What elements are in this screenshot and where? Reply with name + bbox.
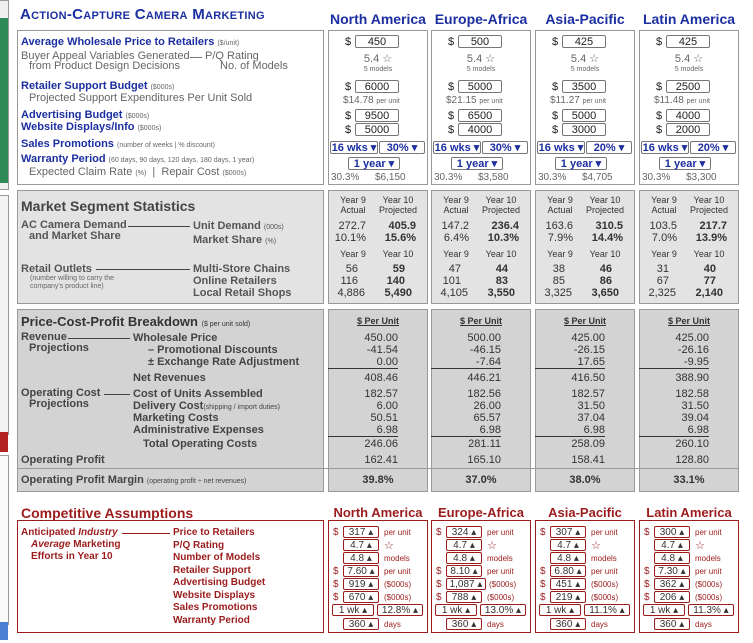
warranty-select-la[interactable]: 1 year ▾ xyxy=(659,157,711,170)
promo-weeks-select-ea[interactable]: 16 wks ▾ xyxy=(434,142,480,154)
lrs9-ap: 3,325 xyxy=(544,287,572,299)
label-revenue: Revenue Projections xyxy=(21,331,89,354)
comp-web-ap[interactable]: 219 ▴ xyxy=(550,591,586,603)
dollar-sign: $ xyxy=(540,527,546,538)
claim-la: 30.3% xyxy=(642,172,671,183)
dollar-sign: $ xyxy=(656,36,663,48)
dc-ea: 26.00 xyxy=(473,400,501,412)
ud9-la: 103.5 xyxy=(649,220,677,232)
dollar-sign: $ xyxy=(333,566,339,577)
cua-la: 182.58 xyxy=(675,388,709,400)
label-op-profit: Operating Profit xyxy=(21,454,105,466)
mss-hdr2-la: Year 9 Year 10 xyxy=(651,249,725,259)
retailer-support-input-la[interactable]: 2500 xyxy=(666,80,710,93)
claim-ap: 30.3% xyxy=(538,172,567,183)
comp-sp-wk-ea[interactable]: 1 wk ▴ xyxy=(435,604,477,616)
toc-ap: 258.09 xyxy=(571,438,605,450)
ud9-ap: 163.6 xyxy=(545,220,573,232)
comp-rs-na[interactable]: 7.60 ▴ xyxy=(343,565,379,577)
label-outlets: Multi-Store Chains Online Retailers Local Retail Shops xyxy=(193,263,292,299)
wp-ap: 425.00 xyxy=(571,332,605,344)
pcp-hdr-ap: $ Per Unit xyxy=(563,316,606,326)
comp-sp-pct-ap[interactable]: 11.1% ▴ xyxy=(584,604,630,616)
connector-line xyxy=(96,269,190,270)
ud10-ea: 236.4 xyxy=(491,220,519,232)
pd-ap: -26.15 xyxy=(573,344,605,356)
toc-ea: 281.11 xyxy=(468,438,501,450)
connector-line xyxy=(128,226,190,227)
unit-label: ($000s) xyxy=(591,593,619,602)
repair-ap: $4,705 xyxy=(582,172,613,183)
label-buyer-appeal: Buyer Appeal Variables Generated from Product Design Decisions xyxy=(21,50,190,72)
dollar-sign: $ xyxy=(333,527,339,538)
label-cost-assembled: Cost of Units Assembled xyxy=(133,388,263,400)
dollar-sign: $ xyxy=(644,566,650,577)
pq-ap: 5.4 ☆ xyxy=(570,53,600,65)
unit-label: models xyxy=(384,554,410,563)
ae-na: 6.98 xyxy=(328,424,398,437)
repair-na: $6,150 xyxy=(375,172,406,183)
perunit-na: $14.78 per unit xyxy=(343,95,400,106)
mc-ea: 65.57 xyxy=(473,412,501,424)
comp-pq-ea[interactable]: 4.7 ▴ xyxy=(446,539,482,551)
ud9-ea: 147.2 xyxy=(441,220,469,232)
dollar-sign: $ xyxy=(448,124,455,136)
comp-price-ea[interactable]: 324 ▴ xyxy=(446,526,482,538)
er-ea: -7.64 xyxy=(431,356,501,369)
mss-hdr-la: Year 9 Actual Year 10 Projected xyxy=(651,195,729,215)
dollar-sign: $ xyxy=(436,566,442,577)
dc-la: 31.50 xyxy=(681,400,709,412)
unit-label: models xyxy=(487,554,513,563)
msc9-ea: 47 xyxy=(448,263,461,275)
connector-line xyxy=(122,533,170,534)
unit-label: ($000s) xyxy=(591,580,619,589)
pcp-hdr-na: $ Per Unit xyxy=(356,316,399,326)
dollar-sign: $ xyxy=(644,592,650,603)
lrs9-ea: 4,105 xyxy=(440,287,468,299)
comp-adv-ap[interactable]: 451 ▴ xyxy=(550,578,586,590)
comp-models-la[interactable]: 4.8 ▴ xyxy=(654,552,690,564)
website-input-na[interactable]: 5000 xyxy=(355,123,399,136)
dollar-sign: $ xyxy=(540,579,546,590)
connector-line xyxy=(68,338,130,339)
dollar-sign: $ xyxy=(448,36,455,48)
toc-na: 246.06 xyxy=(364,438,398,450)
website-input-la[interactable]: 2000 xyxy=(666,123,710,136)
ae-ea: 6.98 xyxy=(431,424,501,437)
comp-adv-na[interactable]: 919 ▴ xyxy=(343,578,379,590)
comp-web-na[interactable]: 670 ▴ xyxy=(343,591,379,603)
price-input-la[interactable]: 425 xyxy=(666,35,710,48)
label-ac-demand: AC Camera Demand and Market Share xyxy=(21,219,127,242)
comp-sp-pct-na[interactable]: 12.8% ▴ xyxy=(377,604,423,616)
mss-title: Market Segment Statistics xyxy=(21,198,196,214)
label-exch-rate: ± Exchange Rate Adjustment xyxy=(148,356,300,368)
orl9-ea: 101 xyxy=(442,275,461,287)
retailer-support-input-na[interactable]: 6000 xyxy=(355,80,399,93)
opm-ea: 37.0% xyxy=(465,474,497,486)
website-input-ea[interactable]: 4000 xyxy=(458,123,502,136)
comp-models-ap[interactable]: 4.8 ▴ xyxy=(550,552,586,564)
label-retail-outlets: Retail Outlets xyxy=(21,263,92,275)
dollar-sign: $ xyxy=(644,579,650,590)
label-unit-demand: Unit Demand (000s) Market Share (%) xyxy=(193,220,284,246)
comp-sp-wk-ap[interactable]: 1 wk ▴ xyxy=(539,604,581,616)
ms9-ap: 7.9% xyxy=(547,232,573,244)
mss-hdr2-ea: Year 9 Year 10 xyxy=(443,249,517,259)
unit-label: models xyxy=(591,554,617,563)
comp-war-ea[interactable]: 360 ▴ xyxy=(446,618,482,630)
cua-ea: 182.56 xyxy=(467,388,501,400)
dollar-sign: $ xyxy=(345,36,352,48)
dollar-sign: $ xyxy=(333,579,339,590)
unit-label: days xyxy=(591,620,608,629)
comp-title: Competitive Assumptions xyxy=(21,505,194,521)
label-sales-promotions: Sales Promotions (number of weeks | % discount) xyxy=(21,138,215,150)
dc-na: 6.00 xyxy=(376,400,398,412)
claim-na: 30.3% xyxy=(331,172,360,183)
ms10-la: 13.9% xyxy=(695,232,727,244)
promo-weeks-select-la[interactable]: 16 wks ▾ xyxy=(642,142,688,154)
orl9-la: 67 xyxy=(656,275,669,287)
pq-ea: 5.4 ☆ xyxy=(466,53,496,65)
region-header-ap: Asia-Pacific xyxy=(545,11,625,27)
comp-war-na[interactable]: 360 ▴ xyxy=(343,618,379,630)
nr-ap: 416.50 xyxy=(571,372,605,384)
comp-models-na[interactable]: 4.8 ▴ xyxy=(343,552,379,564)
unit-label: per unit xyxy=(591,567,618,576)
comp-region-ea: Europe-Africa xyxy=(438,505,524,520)
unit-label: ($000s) xyxy=(695,580,723,589)
comp-rs-ap[interactable]: 6.80 ▴ xyxy=(550,565,586,577)
retail-outlets-note: (number willing to carry the company's product line) xyxy=(30,275,115,290)
toc-la: 260.10 xyxy=(675,438,709,450)
promo-discount-select-ap[interactable]: 20% ▾ xyxy=(586,141,632,154)
pcp-hdr-ea: $ Per Unit xyxy=(459,316,502,326)
website-input-ap[interactable]: 3000 xyxy=(562,123,606,136)
left-edge-panel-2 xyxy=(0,195,9,435)
orl10-ea: 83 xyxy=(495,275,508,287)
dollar-sign: $ xyxy=(552,36,559,48)
label-net-rev: Net Revenues xyxy=(133,372,206,384)
app-title: Action-Capture Camera Marketing xyxy=(20,6,265,23)
er-na: 0.00 xyxy=(328,356,398,369)
nr-la: 388.90 xyxy=(675,372,709,384)
comp-pq-na[interactable]: 4.7 ▴ xyxy=(343,539,379,551)
comp-sp-pct-la[interactable]: 11.3% ▴ xyxy=(688,604,734,616)
unit-label: ($000s) xyxy=(487,593,515,602)
dollar-sign: $ xyxy=(448,81,455,93)
perunit-ap: $11.27 per unit xyxy=(550,95,606,106)
er-ap: 17.65 xyxy=(535,356,605,369)
unit-label: days xyxy=(384,620,401,629)
label-website: Website Displays/Info ($000s) xyxy=(21,121,162,133)
ae-la: 6.98 xyxy=(639,424,709,437)
label-retailer-support: Retailer Support Budget ($000s) xyxy=(21,80,175,92)
ms9-ea: 6.4% xyxy=(443,232,469,244)
pd-ea: -46.15 xyxy=(469,344,501,356)
pcp-title: Price-Cost-Profit Breakdown ($ per unit sold) xyxy=(21,314,251,329)
comp-region-la: Latin America xyxy=(646,505,732,520)
models-la: 5 models xyxy=(674,66,704,73)
dollar-sign: $ xyxy=(345,124,352,136)
unit-label: days xyxy=(487,620,504,629)
comp-web-la[interactable]: 206 ▴ xyxy=(654,591,690,603)
price-input-ea[interactable]: 500 xyxy=(458,35,502,48)
star-icon: ☆ xyxy=(487,540,497,552)
dollar-sign: $ xyxy=(333,592,339,603)
region-header-na: North America xyxy=(330,11,426,27)
pq-la: 5.4 ☆ xyxy=(674,53,704,65)
warranty-select-ea[interactable]: 1 year ▾ xyxy=(451,157,503,170)
dollar-sign: $ xyxy=(656,124,663,136)
mss-hdr-ea: Year 9 Actual Year 10 Projected xyxy=(443,195,521,215)
wp-ea: 500.00 xyxy=(467,332,501,344)
promo-discount-select-la[interactable]: 20% ▾ xyxy=(690,141,736,154)
ud9-na: 272.7 xyxy=(338,220,366,232)
connector-line xyxy=(190,57,202,58)
nr-ea: 446.21 xyxy=(467,372,501,384)
advertising-input-ea[interactable]: 6500 xyxy=(458,109,502,122)
mc-la: 39.04 xyxy=(681,412,709,424)
advertising-input-na[interactable]: 9500 xyxy=(355,109,399,122)
ms10-ap: 14.4% xyxy=(591,232,623,244)
ud10-na: 405.9 xyxy=(388,220,416,232)
orl9-ap: 85 xyxy=(552,275,565,287)
left-edge-red-tab[interactable] xyxy=(0,432,8,452)
dollar-sign: $ xyxy=(644,527,650,538)
comp-price-ap[interactable]: 307 ▴ xyxy=(550,526,586,538)
label-opcost: Operating Cost Projections xyxy=(21,387,101,410)
dollar-sign: $ xyxy=(345,81,352,93)
ae-ap: 6.98 xyxy=(535,424,605,437)
label-avg-price: Average Wholesale Price to Retailers ($/unit) xyxy=(21,36,240,48)
op-la: 128.80 xyxy=(675,454,709,466)
connector-line xyxy=(104,394,130,395)
dollar-sign: $ xyxy=(540,592,546,603)
pd-la: -26.16 xyxy=(677,344,709,356)
comp-region-na: North America xyxy=(333,505,423,520)
orl9-na: 116 xyxy=(340,275,358,287)
repair-ea: $3,580 xyxy=(478,172,509,183)
dollar-sign: $ xyxy=(436,527,442,538)
dollar-sign: $ xyxy=(656,110,663,122)
dollar-sign: $ xyxy=(656,81,663,93)
comp-war-la[interactable]: 360 ▴ xyxy=(654,618,690,630)
comp-sp-wk-na[interactable]: 1 wk ▴ xyxy=(332,604,374,616)
unit-label: models xyxy=(695,554,721,563)
claim-ea: 30.3% xyxy=(434,172,463,183)
unit-label: per unit xyxy=(487,567,514,576)
region-header-ea: Europe-Africa xyxy=(434,11,528,27)
pcp-hdr-la: $ Per Unit xyxy=(667,316,710,326)
perunit-la: $11.48 per unit xyxy=(654,95,710,106)
comp-web-ea[interactable]: 788 ▴ xyxy=(446,591,482,603)
lrs9-na: 4,886 xyxy=(337,287,365,299)
unit-label: per unit xyxy=(487,528,514,537)
label-advertising: Advertising Budget ($000s) xyxy=(21,109,150,121)
label-marketing-costs: Marketing Costs xyxy=(133,412,219,424)
label-projected-support: Projected Support Expenditures Per Unit Sold xyxy=(29,92,253,104)
comp-labels: Price to Retailers P/Q Rating Number of Models Retailer Support Advertising Budget Website Displays Sales Promotions Warranty Period xyxy=(173,527,266,626)
pq-na: 5.4 ☆ xyxy=(363,53,393,65)
dollar-sign: $ xyxy=(552,124,559,136)
msc10-na: 59 xyxy=(392,263,405,275)
models-ea: 5 models xyxy=(466,66,496,73)
msc10-la: 40 xyxy=(703,263,716,275)
models-ap: 5 models xyxy=(570,66,600,73)
left-edge-blue-tab[interactable] xyxy=(0,622,8,640)
wp-la: 425.00 xyxy=(675,332,709,344)
lrs10-la: 2,140 xyxy=(695,287,723,299)
opm-la: 33.1% xyxy=(673,474,705,486)
mss-hdr-na: Year 9 Actual Year 10 Projected xyxy=(340,195,418,215)
warranty-select-na[interactable]: 1 year ▾ xyxy=(348,157,400,170)
nr-na: 408.46 xyxy=(364,372,398,384)
promo-discount-select-na[interactable]: 30% ▾ xyxy=(379,141,425,154)
label-delivery: Delivery Cost(shipping / import duties) xyxy=(133,400,280,412)
msc10-ap: 46 xyxy=(599,263,612,275)
comp-rs-la[interactable]: 7.30 ▴ xyxy=(654,565,690,577)
wp-na: 450.00 xyxy=(364,332,398,344)
lrs10-na: 5,490 xyxy=(384,287,412,299)
comp-rs-ea[interactable]: 8.10 ▴ xyxy=(446,565,482,577)
promo-discount-select-ea[interactable]: 30% ▾ xyxy=(482,141,528,154)
pd-na: -41.54 xyxy=(366,344,398,356)
label-warranty: Warranty Period (60 days, 90 days, 120 days, 180 days, 1 year) xyxy=(21,153,255,165)
op-ea: 165.10 xyxy=(467,454,501,466)
label-total-opcost: Total Operating Costs xyxy=(143,438,258,450)
label-pq-rating: P/Q Rating No. of Models xyxy=(205,50,288,72)
mss-hdr-ap: Year 9 Actual Year 10 Projected xyxy=(547,195,625,215)
orl10-na: 140 xyxy=(386,275,405,287)
dollar-sign: $ xyxy=(540,566,546,577)
ms9-la: 7.0% xyxy=(651,232,677,244)
op-ap: 158.41 xyxy=(571,454,605,466)
price-input-ap[interactable]: 425 xyxy=(562,35,606,48)
unit-label: ($000s) xyxy=(489,580,517,589)
comp-adv-la[interactable]: 362 ▴ xyxy=(654,578,690,590)
comp-sp-wk-la[interactable]: 1 wk ▴ xyxy=(643,604,685,616)
ms10-na: 15.6% xyxy=(384,232,416,244)
ud10-la: 217.7 xyxy=(699,220,727,232)
opm-ap: 38.0% xyxy=(569,474,601,486)
promo-weeks-select-na[interactable]: 16 wks ▾ xyxy=(331,142,377,154)
op-na: 162.41 xyxy=(364,454,398,466)
label-promo-disc: – Promotional Discounts xyxy=(148,344,278,356)
label-admin: Administrative Expenses xyxy=(133,424,264,436)
comp-models-ea[interactable]: 4.8 ▴ xyxy=(446,552,482,564)
ms9-na: 10.1% xyxy=(334,232,366,244)
unit-label: per unit xyxy=(384,528,411,537)
comp-price-na[interactable]: 317 ▴ xyxy=(343,526,379,538)
dollar-sign: $ xyxy=(345,110,352,122)
advertising-input-la[interactable]: 4000 xyxy=(666,109,710,122)
ud10-ap: 310.5 xyxy=(595,220,623,232)
models-na: 5 models xyxy=(363,66,393,73)
mc-ap: 37.04 xyxy=(577,412,605,424)
repair-la: $3,300 xyxy=(686,172,717,183)
dollar-sign: $ xyxy=(552,110,559,122)
cua-na: 182.57 xyxy=(364,388,398,400)
unit-label: days xyxy=(695,620,712,629)
ms10-ea: 10.3% xyxy=(487,232,519,244)
msc9-la: 31 xyxy=(656,263,669,275)
comp-price-la[interactable]: 300 ▴ xyxy=(654,526,690,538)
comp-adv-ea[interactable]: 1,087 ▴ xyxy=(446,578,486,590)
unit-label: per unit xyxy=(384,567,411,576)
lrs10-ea: 3,550 xyxy=(487,287,515,299)
advertising-input-ap[interactable]: 5000 xyxy=(562,109,606,122)
comp-pq-la[interactable]: 4.7 ▴ xyxy=(654,539,690,551)
star-icon: ☆ xyxy=(384,540,394,552)
region-header-la: Latin America xyxy=(642,11,736,27)
comp-sp-pct-ea[interactable]: 13.0% ▴ xyxy=(480,604,526,616)
dc-ap: 31.50 xyxy=(577,400,605,412)
retailer-support-input-ea[interactable]: 5000 xyxy=(458,80,502,93)
cua-ap: 182.57 xyxy=(571,388,605,400)
orl10-la: 77 xyxy=(703,275,716,287)
unit-label: ($000s) xyxy=(384,580,412,589)
star-icon: ☆ xyxy=(591,540,601,552)
comp-pq-ap[interactable]: 4.7 ▴ xyxy=(550,539,586,551)
perunit-ea: $21.15 per unit xyxy=(446,95,503,106)
opm-na: 39.8% xyxy=(362,474,394,486)
label-op-margin: Operating Profit Margin (operating profit ÷ net revenues) xyxy=(21,474,247,486)
unit-label: ($000s) xyxy=(384,593,412,602)
comp-war-ap[interactable]: 360 ▴ xyxy=(550,618,586,630)
unit-label: per unit xyxy=(695,528,722,537)
dollar-sign: $ xyxy=(436,592,442,603)
dollar-sign: $ xyxy=(552,81,559,93)
dollar-sign: $ xyxy=(436,579,442,590)
unit-label: per unit xyxy=(695,567,722,576)
pcp-divider xyxy=(17,468,739,469)
label-anticipated: Anticipated Industry Average Marketing Efforts in Year 10 xyxy=(21,527,121,562)
unit-label: per unit xyxy=(591,528,618,537)
er-la: -9.95 xyxy=(639,356,709,369)
price-input-na[interactable]: 450 xyxy=(355,35,399,48)
msc9-na: 56 xyxy=(345,263,358,275)
lrs10-ap: 3,650 xyxy=(591,287,619,299)
lrs9-la: 2,325 xyxy=(648,287,676,299)
star-icon: ☆ xyxy=(695,540,705,552)
label-wholesale: Wholesale Price xyxy=(133,332,218,344)
label-claim-rate: Expected Claim Rate (%) | Repair Cost ($000s) xyxy=(29,166,247,178)
comp-region-ap: Asia-Pacific xyxy=(548,505,622,520)
msc10-ea: 44 xyxy=(495,263,508,275)
dollar-sign: $ xyxy=(448,110,455,122)
unit-label: ($000s) xyxy=(695,593,723,602)
mss-hdr2-ap: Year 9 Year 10 xyxy=(547,249,621,259)
orl10-ap: 86 xyxy=(599,275,612,287)
promo-weeks-select-ap[interactable]: 16 wks ▾ xyxy=(538,142,584,154)
mss-hdr2-na: Year 9 Year 10 xyxy=(340,249,414,259)
left-edge-green-tab[interactable] xyxy=(0,18,8,183)
retailer-support-input-ap[interactable]: 3500 xyxy=(562,80,606,93)
mc-na: 50.51 xyxy=(370,412,398,424)
msc9-ap: 38 xyxy=(552,263,565,275)
warranty-select-ap[interactable]: 1 year ▾ xyxy=(555,157,607,170)
left-edge-panel-3 xyxy=(0,455,9,625)
